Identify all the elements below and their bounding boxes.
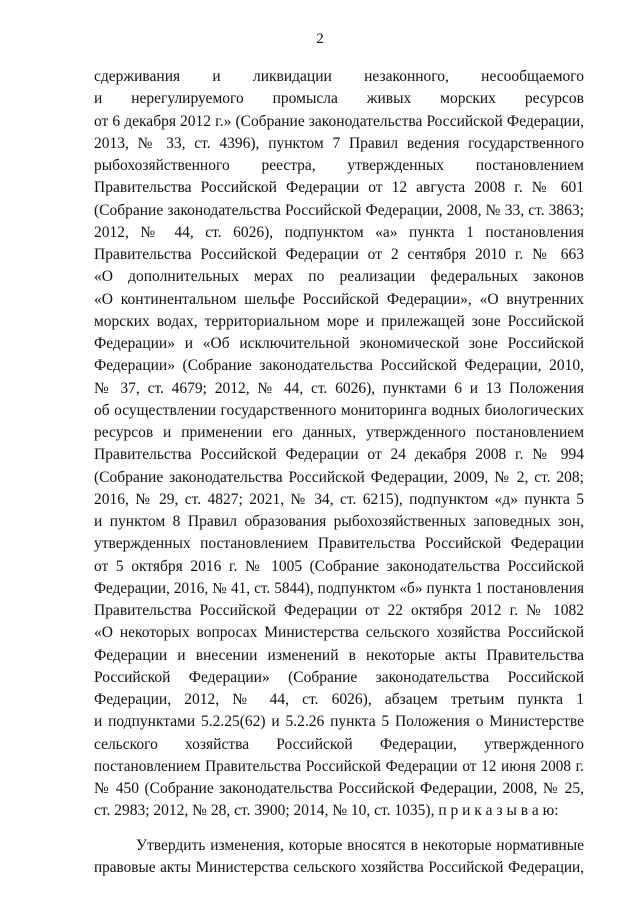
- text-line: ресурсов и применении его данных, утвержденного постановлением: [94, 424, 584, 441]
- text-line: и подпунктами 5.2.25(62) и 5.2.26 пункта 5 Положения о Министерстве: [94, 713, 584, 731]
- text-line: (Собрание законодательства Российской Федерации, 2009, № 2, ст. 208;: [94, 468, 584, 486]
- text-line: Федерации, 2016, № 41, ст. 5844), подпунктом «б» пункта 1 постановления: [94, 579, 584, 597]
- text-line: Правительства Российской Федерации от 24 декабря 2008 г. № 994: [94, 446, 584, 464]
- text-line: Федерации» (Собрание законодательства Российской Федерации, 2010,: [94, 357, 584, 375]
- text-line: Правительства Российской Федерации от 22 октября 2012 г. № 1082: [94, 602, 584, 619]
- text-line: Правительства Российской Федерации от 12 августа 2008 г. № 601: [94, 179, 584, 197]
- text-line: Российской Федерации» (Собрание законодательства Российской: [94, 668, 584, 686]
- text-line: «О континентальном шельфе Российской Федерации», «О внутренних: [94, 290, 584, 308]
- text-line: «О дополнительных мерах по реализации федеральных законов: [94, 268, 584, 286]
- text-line: сельского хозяйства Российской Федерации, утвержденного: [94, 735, 584, 753]
- text-line: утвержденных постановлением Правительства Российской Федерации: [94, 535, 584, 553]
- text-line: 2016, № 29, ст. 4827; 2021, № 34, ст. 6215), подпунктом «д» пункта 5: [94, 490, 584, 508]
- text-line: Федерации, 2012, № 44, ст. 6026), абзацем третьим пункта 1: [94, 691, 584, 708]
- text-line: Правительства Российской Федерации от 2 сентября 2010 г. № 663: [94, 246, 584, 263]
- document-body: [94, 66, 584, 879]
- text-line: № 450 (Собрание законодательства Российской Федерации, 2008, № 25,: [94, 780, 584, 797]
- text-line: рыбохозяйственного реестра, утвержденных постановлением: [94, 157, 584, 174]
- text-line: Федерации и внесении изменений в некоторые акты Правительства: [94, 646, 584, 664]
- text-line: правовые акты Министерства сельского хозяйства Российской Федерации,: [94, 858, 584, 876]
- text-line: от 5 октября 2016 г. № 1005 (Собрание законодательства Российской: [94, 557, 584, 575]
- page-number: 2: [316, 31, 324, 47]
- text-line: ст. 2983; 2012, № 28, ст. 3900; 2014, № 10, ст. 1035), п р и к а з ы в а ю:: [94, 802, 559, 820]
- text-line: № 37, ст. 4679; 2012, № 44, ст. 6026), пунктами 6 и 13 Положения: [94, 379, 584, 397]
- text-line: от 6 декабря 2012 г.» (Собрание законодательства Российской Федерации,: [94, 112, 584, 130]
- text-line: сдерживания и ликвидации незаконного, несообщаемого: [94, 68, 584, 85]
- text-line: Федерации» и «Об исключительной экономической зоне Российской: [94, 335, 584, 352]
- text-line: Утвердить изменения, которые вносятся в некоторые нормативные: [136, 836, 584, 854]
- order-paragraph: [94, 835, 584, 880]
- text-line: об осуществлении государственного мониторинга водных биологических: [94, 401, 584, 419]
- text-line: (Собрание законодательства Российской Федерации, 2008, № 33, ст. 3863;: [94, 201, 584, 219]
- legal-basis-paragraph: [94, 66, 584, 823]
- text-line: 2012, № 44, ст. 6026), подпунктом «а» пункта 1 постановления: [94, 223, 584, 241]
- text-line: «О некоторых вопросах Министерства сельского хозяйства Российской: [94, 624, 584, 642]
- text-line: и нерегулируемого промысла живых морских ресурсов: [94, 90, 584, 108]
- text-line: 2013, № 33, ст. 4396), пунктом 7 Правил ведения государственного: [94, 134, 584, 152]
- text-line: и пунктом 8 Правил образования рыбохозяйственных заповедных зон,: [94, 513, 584, 530]
- text-line: постановлением Правительства Российской Федерации от 12 июня 2008 г.: [94, 757, 584, 775]
- text-line: морских водах, территориальном море и прилежащей зоне Российской: [94, 312, 584, 330]
